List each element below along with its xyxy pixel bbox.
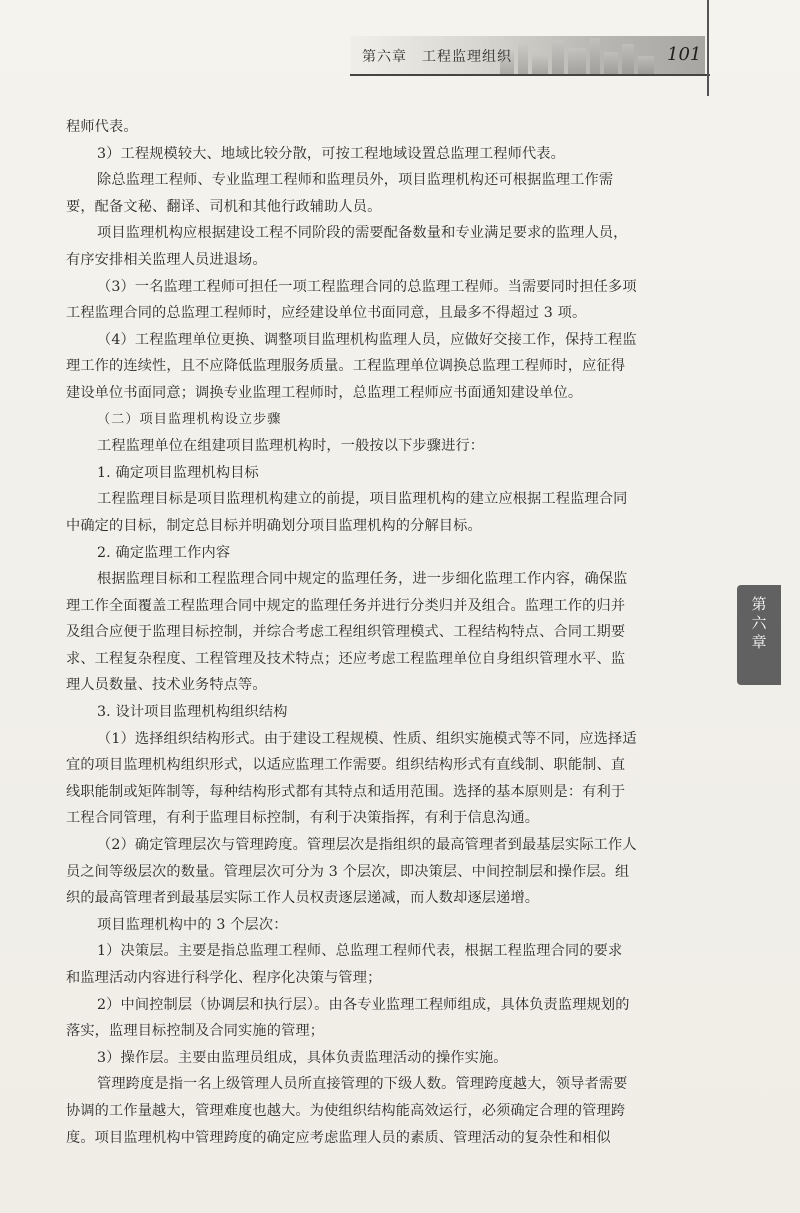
step-heading: 1. 确定项目监理机构目标	[97, 464, 259, 481]
text-line: 1）决策层。主要是指总监理工程师、总监理工程师代表，根据工程监理合同的要求	[97, 943, 623, 960]
text-line: 和监理活动内容进行科学化、程序化决策与管理；	[66, 970, 382, 986]
page-number: 101	[667, 44, 702, 65]
text-line: 根据监理目标和工程监理合同中规定的监理任务，进一步细化监理工作内容，确保监	[97, 571, 628, 588]
section-heading: （二）项目监理机构设立步骤	[97, 411, 282, 427]
text-line: 2）中间控制层（协调层和执行层）。由各专业监理工程师组成，具体负责监理规划的	[97, 996, 630, 1013]
text-line: 员之间等级层次的数量。管理层次可分为 3 个层次，即决策层、中间控制层和操作层。组	[66, 863, 630, 880]
text-line: 3）工程规模较大、地域比较分散，可按工程地域设置总监理工程师代表。	[97, 145, 565, 162]
text-line: 程师代表。	[66, 119, 138, 135]
text-line: 理工作全面覆盖工程监理合同中规定的监理任务并进行分类归并及组合。监理工作的归并	[66, 597, 626, 614]
side-tab-char: 第	[751, 595, 767, 613]
text-line: 及组合应便于监理目标控制，并综合考虑工程组织管理模式、工程结构特点、合同工期要	[66, 624, 626, 641]
text-line: 工程监理单位在组建项目监理机构时，一般按以下步骤进行：	[97, 438, 485, 455]
text-line: 项目监理机构中的 3 个层次：	[97, 916, 288, 933]
text-line: 中确定的目标，制定总目标并明确划分项目监理机构的分解目标。	[66, 517, 482, 534]
side-tab-char: 六	[751, 614, 767, 632]
text-line: （1）选择组织结构形式。由于建设工程规模、性质、组织实施模式等不同，应选择适	[97, 730, 637, 747]
text-line: （2）确定管理层次与管理跨度。管理层次是指组织的最高管理者到最基层实际工作人	[97, 837, 637, 854]
text-line: 项目监理机构应根据建设工程不同阶段的需要配备数量和专业满足要求的监理人员，	[97, 225, 628, 242]
text-line: 管理跨度是指一名上级管理人员所直接管理的下级人数。管理跨度越大，领导者需要	[97, 1076, 628, 1093]
text-line: 线职能制或矩阵制等，每种结构形式都有其特点和适用范围。选择的基本原则是：有利于	[66, 783, 626, 800]
text-line: 理人员数量、技术业务特点等。	[66, 677, 267, 694]
text-line: 3）操作层。主要由监理员组成，具体负责监理活动的操作实施。	[97, 1049, 508, 1066]
vertical-rule	[707, 0, 709, 96]
text-line: （3）一名监理工程师可担任一项工程监理合同的总监理工程师。当需要同时担任多项	[97, 278, 637, 295]
chapter-side-tab	[737, 585, 781, 685]
text-line: 除总监理工程师、专业监理工程师和监理员外，项目监理机构还可根据监理工作需	[97, 172, 614, 189]
body-text	[66, 114, 706, 1151]
text-line: 度。项目监理机构中管理跨度的确定应考虑监理人员的素质、管理活动的复杂性和相似	[66, 1129, 611, 1146]
text-line: 工程监理目标是项目监理机构建立的前提，项目监理机构的建立应根据工程监理合同	[97, 491, 628, 508]
text-line: 理工作的连续性，且不应降低监理服务质量。工程监理单位调换总监理工程师时，应征得	[66, 358, 626, 375]
step-heading: 2. 确定监理工作内容	[97, 544, 231, 561]
text-line: 织的最高管理者到最基层实际工作人员权责逐层递减，而人数却逐层递增。	[66, 890, 540, 907]
text-line: 求、工程复杂程度、工程管理及技术特点；还应考虑工程监理单位自身组织管理水平、监	[66, 650, 626, 667]
header-rule	[350, 74, 710, 76]
text-line: 落实，监理目标控制及合同实施的管理；	[66, 1023, 325, 1040]
text-line: 工程合同管理，有利于监理目标控制，有利于决策指挥，有利于信息沟通。	[66, 810, 540, 827]
text-line: 宜的项目监理机构组织形式，以适应监理工作需要。组织结构形式有直线制、职能制、直	[66, 757, 626, 774]
text-line: 建设单位书面同意；调换专业监理工程师时，总监理工程师应书面通知建设单位。	[66, 384, 583, 401]
side-tab-char: 章	[751, 633, 767, 651]
chapter-title: 第六章 工程监理组织	[362, 49, 512, 65]
text-line: 有序安排相关监理人员进退场。	[66, 251, 267, 268]
text-line: 协调的工作量越大，管理难度也越大。为使组织结构能高效运行，必须确定合理的管理跨	[66, 1102, 626, 1119]
text-line: （4）工程监理单位更换、调整项目监理机构监理人员，应做好交接工作，保持工程监	[97, 331, 637, 348]
text-line: 要，配备文秘、翻译、司机和其他行政辅助人员。	[66, 198, 382, 215]
step-heading: 3. 设计项目监理机构组织结构	[97, 704, 288, 721]
text-line: 工程监理合同的总监理工程师时，应经建设单位书面同意，且最多不得超过 3 项。	[66, 305, 587, 322]
